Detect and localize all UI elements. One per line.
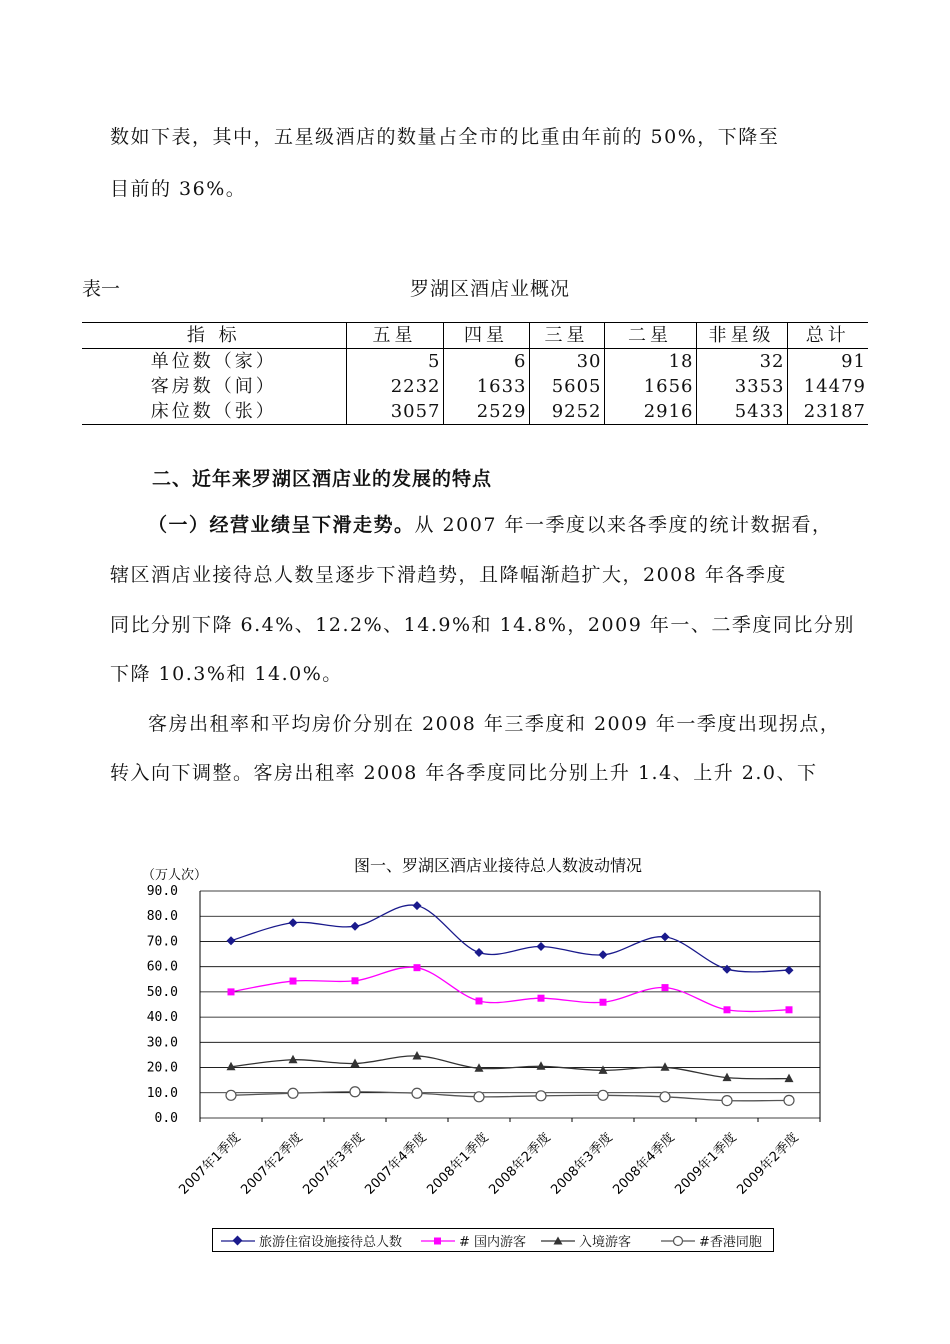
data-point	[598, 1090, 608, 1100]
data-point	[227, 936, 236, 945]
y-tick-label: 10.0	[146, 1085, 178, 1101]
data-point	[350, 1087, 360, 1097]
data-point	[785, 1074, 794, 1083]
section-heading: 二、近年来罗湖区酒店业的发展的特点	[152, 468, 493, 490]
table-cell: 2232	[346, 374, 443, 399]
y-axis-label: （万人次）	[142, 868, 208, 883]
x-tick-label: 2008年2季度	[486, 1130, 554, 1198]
data-point	[414, 964, 421, 971]
data-point	[538, 995, 545, 1002]
data-point	[600, 999, 607, 1006]
table-cell: 30	[529, 349, 604, 375]
table-cell: 2529	[443, 399, 529, 425]
x-tick-label: 2008年4季度	[610, 1130, 678, 1198]
x-tick-label: 2007年2季度	[238, 1130, 306, 1198]
table-cell: 5605	[529, 374, 604, 399]
paragraph-line: 转入向下调整。客房出租率 2008 年各季度同比分别上升 1.4、上升 2.0、下	[110, 762, 818, 784]
y-tick-label: 20.0	[146, 1060, 178, 1076]
data-point	[288, 1088, 298, 1098]
data-point	[476, 997, 483, 1004]
table-cell: 14479	[787, 374, 868, 399]
table-header-cell: 五星	[346, 323, 443, 349]
paragraph-line: 目前的 36%。	[110, 178, 247, 200]
table-cell: 32	[696, 349, 787, 375]
data-point	[413, 901, 422, 910]
table-cell: 9252	[529, 399, 604, 425]
legend-label: 旅游住宿设施接待总人数	[259, 1235, 403, 1250]
series-line-0	[231, 905, 789, 972]
data-point	[599, 1065, 608, 1074]
paragraph-line: 客房出租率和平均房价分别在 2008 年三季度和 2009 年一季度出现拐点，	[148, 713, 841, 735]
legend-item	[221, 1231, 402, 1250]
table-cell: 1656	[604, 374, 696, 399]
table-header-row	[82, 323, 868, 349]
paragraph-line: 下降 10.3%和 14.0%。	[110, 663, 343, 685]
table-cell: 5	[346, 349, 443, 375]
y-tick-label: 90.0	[146, 884, 178, 899]
data-point	[722, 1096, 732, 1106]
paragraph-line: 数如下表，其中，五星级酒店的数量占全市的比重由年前的 50%，下降至	[110, 126, 780, 148]
table-row	[82, 399, 868, 425]
chart-title: 图一、罗湖区酒店业接待总人数波动情况	[353, 856, 643, 875]
table-cell: 1633	[443, 374, 529, 399]
data-point	[290, 978, 297, 985]
row-label: 单位数（家）	[150, 351, 277, 372]
y-tick-label: 50.0	[146, 984, 178, 1000]
data-point	[661, 932, 670, 941]
paragraph-line: 辖区酒店业接待总人数呈逐步下滑趋势，且降幅渐趋扩大，2008 年各季度	[110, 564, 787, 586]
legend-label: #香港同胞	[699, 1235, 762, 1250]
data-point	[475, 948, 484, 957]
table-cell: 91	[787, 349, 868, 375]
legend-label: # 国内游客	[459, 1235, 527, 1250]
table-row	[82, 349, 868, 375]
data-point	[412, 1088, 422, 1098]
x-tick-label: 2009年2季度	[734, 1130, 802, 1198]
table-cell: 3353	[696, 374, 787, 399]
y-tick-label: 60.0	[146, 959, 178, 975]
x-tick-label: 2007年1季度	[176, 1130, 244, 1198]
data-point	[413, 1051, 422, 1060]
data-point	[599, 950, 608, 959]
table-header-cell: 三星	[529, 323, 604, 349]
data-point	[228, 988, 235, 995]
paragraph-text: 从 2007 年一季度以来各季度的统计数据看，	[414, 514, 833, 536]
y-tick-label: 80.0	[146, 909, 178, 925]
legend-item	[421, 1231, 526, 1250]
hotel-overview-table	[82, 322, 868, 425]
table-cell: 2916	[604, 399, 696, 425]
data-point	[784, 1095, 794, 1105]
table-cell: 3057	[346, 399, 443, 425]
visitor-line-chart	[130, 848, 830, 1223]
x-tick-label: 2007年4季度	[362, 1130, 430, 1198]
data-point	[474, 1092, 484, 1102]
legend-item	[661, 1231, 762, 1250]
square-marker-icon	[421, 1235, 455, 1247]
table-header-cell: 指 标	[82, 323, 346, 349]
table-cell: 18	[604, 349, 696, 375]
data-point	[786, 1006, 793, 1013]
chart-legend	[212, 1228, 774, 1252]
data-point	[662, 984, 669, 991]
x-tick-label: 2007年3季度	[300, 1130, 368, 1198]
paragraph-line: 同比分别下降 6.4%、12.2%、14.9%和 14.8%，2009 年一、二季度同比分别	[110, 614, 855, 636]
data-point	[537, 1061, 546, 1070]
data-point	[724, 1006, 731, 1013]
diamond-marker-icon	[221, 1235, 255, 1247]
table-label: 表一	[82, 278, 121, 300]
y-tick-label: 70.0	[146, 934, 178, 950]
data-point	[352, 977, 359, 984]
data-point	[723, 965, 732, 974]
legend-item	[541, 1231, 631, 1250]
table-cell: 23187	[787, 399, 868, 425]
paragraph-line	[148, 512, 888, 538]
series-line-1	[231, 967, 789, 1011]
row-label: 床位数（张）	[82, 399, 346, 425]
x-tick-label: 2008年3季度	[548, 1130, 616, 1198]
circle-marker-icon	[661, 1235, 695, 1247]
data-point	[226, 1090, 236, 1100]
row-label: 客房数（间）	[150, 376, 277, 397]
table-cell: 5433	[696, 399, 787, 425]
table-cell: 6	[443, 349, 529, 375]
subheading-bold: （一）经营业绩呈下滑走势。	[148, 514, 415, 536]
triangle-marker-icon	[541, 1235, 575, 1247]
data-point	[660, 1092, 670, 1102]
x-tick-label: 2009年1季度	[672, 1130, 740, 1198]
table-header-cell: 非星级	[696, 323, 787, 349]
x-tick-label: 2008年1季度	[424, 1130, 492, 1198]
data-point	[351, 922, 360, 931]
table-header-cell: 二星	[604, 323, 696, 349]
data-point	[537, 942, 546, 951]
data-point	[289, 1055, 298, 1064]
table-header-cell: 总计	[787, 323, 868, 349]
y-tick-label: 40.0	[146, 1010, 178, 1026]
data-point	[536, 1091, 546, 1101]
table-header-cell: 四星	[443, 323, 529, 349]
data-point	[289, 918, 298, 927]
y-tick-label: 30.0	[146, 1035, 178, 1051]
y-tick-label: 0.0	[154, 1111, 178, 1126]
table-title: 罗湖区酒店业概况	[410, 278, 571, 300]
table-row	[82, 374, 868, 399]
legend-label: 入境游客	[579, 1235, 632, 1250]
